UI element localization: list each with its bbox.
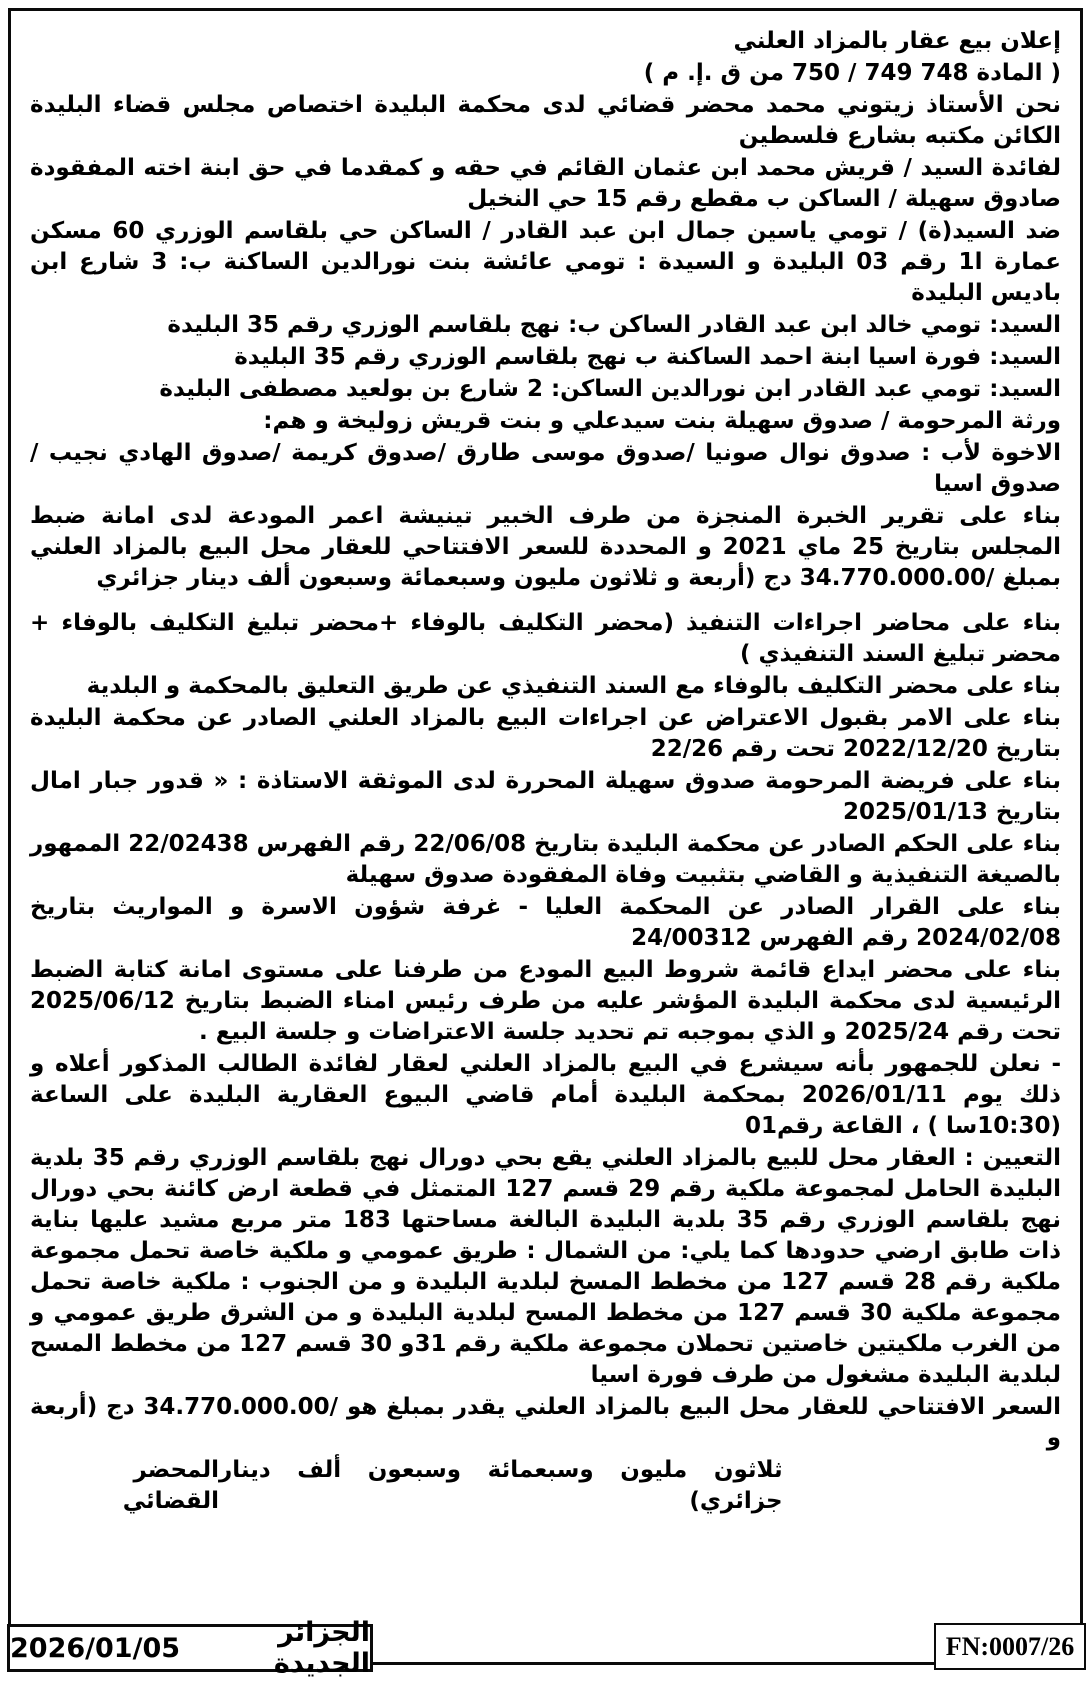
notice-paragraph: بناء على محضر ايداع قائمة شروط البيع المودع من طرفنا على مستوى امانة كتابة الضبط الرئيسية لدى محكمة البليدة المؤشر عليه من طرف رئيس امناء الضبط بتاريخ 2025/06/12 تحت رقم 2025/24 و الذي بموجبه تم تحديد جلسة الاعتراضات و جلسة البيع . xyxy=(30,957,1061,1045)
notice-paragraph: السيد: تومي عبد القادر ابن نورالدين الساكن: 2 شارع بن بولعيد مصطفى البليدة xyxy=(159,376,1061,402)
notice-title: إعلان بيع عقار بالمزاد العلني xyxy=(733,28,1061,54)
notice-paragraph: نحن الأستاذ زيتوني محمد محضر قضائي لدى محكمة البليدة اختصاص مجلس قضاء البليدة الكائن مكتبه بشارع فلسطين xyxy=(30,92,1061,149)
reference-number-box xyxy=(934,1623,1086,1670)
bailiff-signature-label: المحضر القضائي xyxy=(122,1457,219,1514)
notice-paragraph: السعر الافتتاحي للعقار محل البيع بالمزاد العلني يقدر بمبلغ هو /34.770.000.00 دج (أربعة و xyxy=(30,1394,1061,1451)
notice-paragraph: بناء على محاضر اجراءات التنفيذ (محضر التكليف بالوفاء +محضر تبليغ التكليف بالوفاء + محضر تبليغ السند التنفيذي ) xyxy=(30,610,1061,667)
reference-number: FN:0007/26 xyxy=(945,1631,1075,1661)
notice-paragraph: بناء على الامر بقبول الاعتراض عن اجراءات البيع بالمزاد العلني الصادر عن محكمة البليدة بتاريخ 2022/12/20 تحت رقم 22/26 xyxy=(30,705,1061,762)
notice-paragraph: ورثة المرحومة / صدوق سهيلة بنت سيدعلي و بنت قريش زوليخة و هم: xyxy=(263,408,1061,434)
publication-date: 2026/01/05 xyxy=(10,1632,181,1664)
notice-paragraph: - نعلن للجمهور بأنه سيشرع في البيع بالمزاد العلني لعقار لفائدة الطالب المذكور أعلاه و ذلك يوم 2026/01/11 بمحكمة البليدة أمام قاضي البيوع العقارية البليدة على الساعة (10:30سا ) ، القاعة رقم01 xyxy=(30,1051,1061,1139)
article-reference: ( المادة 748 749 / 750 من ق .إ. م ) xyxy=(643,60,1061,86)
notice-paragraph: الاخوة لأب : صدوق نوال صونيا /صدوق موسى طارق /صدوق كريمة /صدوق الهادي نجيب /صدوق اسيا xyxy=(30,440,1061,497)
notice-paragraph: بناء على القرار الصادر عن المحكمة العليا - غرفة شؤون الاسرة و المواريث بتاريخ 2024/02/08 رقم الفهرس 24/00312 xyxy=(30,894,1061,951)
notice-paragraph: بناء على تقرير الخبرة المنجزة من طرف الخبير تينيشة اعمر المودعة لدى امانة ضبط المجلس بتاريخ 25 ماي 2021 و المحددة للسعر الافتتاحي للعقار محل البيع بالمزاد العلني بمبلغ /34.770.000.00 دج (أربعة و ثلاثون مليون وسبعمائة وسبعون ألف دينار جزائري xyxy=(30,503,1061,591)
notice-paragraph: التعيين : العقار محل للبيع بالمزاد العلني يقع بحي دورال نهج بلقاسم الوزري رقم 35 بلدية البليدة الحامل لمجموعة ملكية رقم 29 قسم 127 المتمثل في قطعة ارض كائنة بحي دورال نهج بلقاسم الوزري رقم 35 بلدية البليدة البالغة مساحتها 183 متر مربع مشيد عليها بناية ذات طابق ارضي حدودها كما يلي: من الشمال : طريق عمومي و ملكية خاصة تحمل مجموعة ملكية رقم 28 قسم 127 من مخطط المسخ لبلدية البليدة و من الجنوب : ملكية خاصة تحمل مجموعة ملكية 30 قسم 127 من مخطط المسح لبلدية البليدة و من الشرق طريق عمومي و من الغرب ملكيتين خاصتين تحملان مجموعة ملكية رقم 31و 30 قسم 127 من مخطط المسح لبلدية البليدة مشغول من طرف فورة اسيا xyxy=(30,1145,1062,1388)
newspaper-name: الجزائر الجديدة xyxy=(273,1617,370,1679)
notice-body xyxy=(30,26,1061,1517)
amount-in-words: ثلاثون مليون وسبعمائة وسبعون ألف دينار جزائري) xyxy=(218,1457,783,1514)
closing-line xyxy=(30,1455,1061,1517)
notice-paragraph: بناء على فريضة المرحومة صدوق سهيلة المحررة لدى الموثقة الاستاذة : « قدور جبار امال بتاريخ 2025/01/13 xyxy=(30,768,1061,825)
notice-paragraph: لفائدة السيد / قريش محمد ابن عثمان القائم في حقه و كمقدما في حق ابنة اخته المفقودة صادوق سهيلة / الساكن ب مقطع رقم 15 حي النخيل xyxy=(30,155,1061,212)
notice-paragraph: بناء على الحكم الصادر عن محكمة البليدة بتاريخ 22/06/08 رقم الفهرس 22/02438 الممهور بالصيغة التنفيذية و القاضي بتثبيت وفاة المفقودة صدوق سهيلة xyxy=(29,831,1061,888)
newspaper-date-box xyxy=(7,1617,373,1679)
notice-paragraph: السيد: تومي خالد ابن عبد القادر الساكن ب: نهج بلقاسم الوزري رقم 35 البليدة xyxy=(167,312,1061,338)
notice-paragraph: ضد السيد(ة) / تومي ياسين جمال ابن عبد القادر / الساكن حي بلقاسم الوزري 60 مسكن عمارة ا1 رقم 03 البليدة و السيدة : تومي عائشة بنت نورالدين الساكنة ب: 3 شارع ابن باديس البليدة xyxy=(30,218,1062,306)
notice-paragraph: بناء على محضر التكليف بالوفاء مع السند التنفيذي عن طريق التعليق بالمحكمة و البلدية xyxy=(86,673,1061,699)
notice-paragraph: السيد: فورة اسيا ابنة احمد الساكنة ب نهج بلقاسم الوزري رقم 35 البليدة xyxy=(234,344,1061,370)
